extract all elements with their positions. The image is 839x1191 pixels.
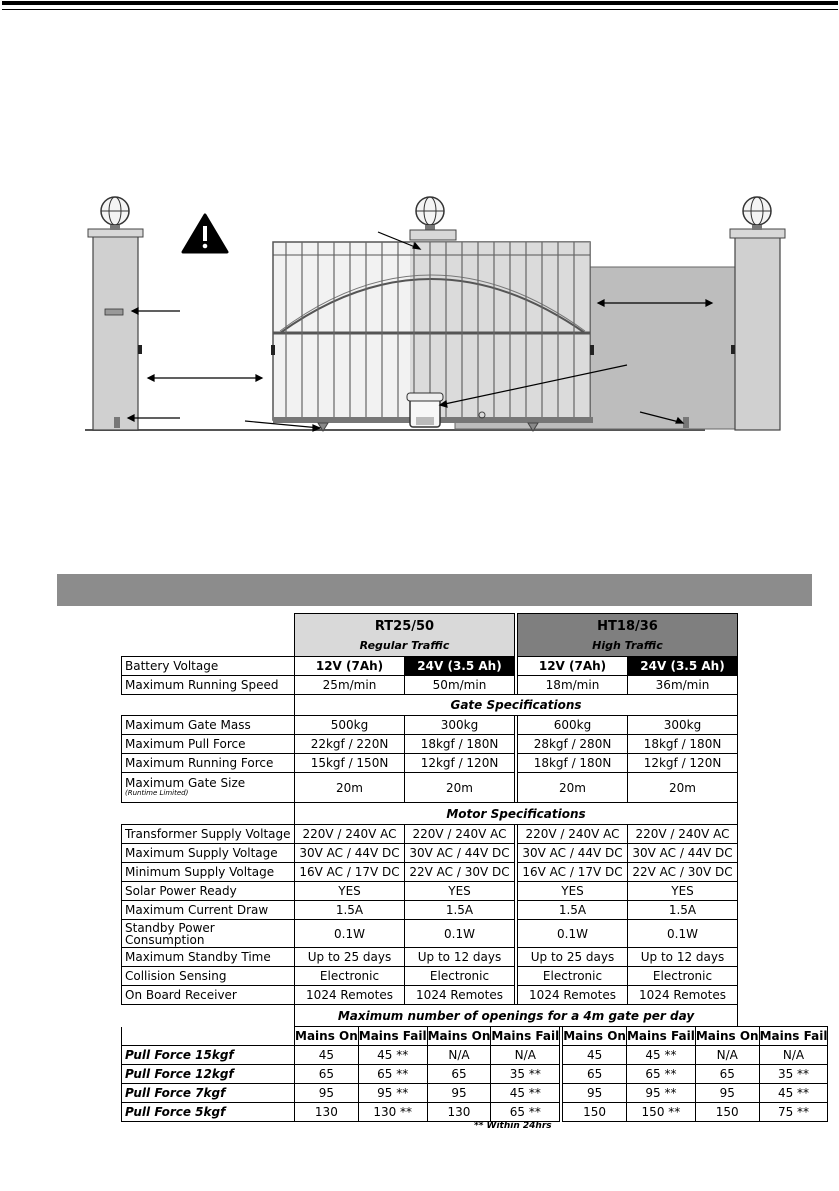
cell-value: 1.5A <box>628 901 738 920</box>
cell-value: 1024 Remotes <box>405 986 515 1005</box>
row-label: Solar Power Ready <box>122 882 295 901</box>
cell-value: 30V AC / 44V DC <box>405 844 515 863</box>
cell-value: 0.1W <box>518 920 628 948</box>
cell-value: 130 <box>295 1103 359 1122</box>
cell-value: YES <box>295 882 405 901</box>
cell-value: YES <box>628 882 738 901</box>
cell-value: 220V / 240V AC <box>518 825 628 844</box>
cell-value: 1.5A <box>405 901 515 920</box>
gate-stop-icon <box>114 417 120 428</box>
model-ht-header <box>518 614 738 657</box>
cell-value: 220V / 240V AC <box>295 825 405 844</box>
cell-value: 18kgf / 180N <box>518 754 628 773</box>
top-rule <box>0 0 839 14</box>
cell-value: 45 <box>295 1046 359 1065</box>
cell-value: 35 ** <box>759 1065 828 1084</box>
standby-power-row <box>122 920 738 948</box>
cell-value: 95 ** <box>626 1084 695 1103</box>
subheader: Mains On <box>295 1027 359 1046</box>
row-label: Maximum Running Speed <box>122 676 295 695</box>
cell-value: 500kg <box>295 716 405 735</box>
cell-value: 65 ** <box>358 1065 427 1084</box>
section-band <box>57 574 812 606</box>
top-rule-thin <box>2 9 838 10</box>
subheader: Mains Fail <box>491 1027 560 1046</box>
table-row <box>122 825 738 844</box>
runtime-note: (Runtime Limited) <box>125 789 189 797</box>
cell-value: Up to 12 days <box>628 948 738 967</box>
battery-row <box>122 657 738 676</box>
cell-value: 12kgf / 120N <box>405 754 515 773</box>
cell-value: 18kgf / 180N <box>405 735 515 754</box>
cell-value: 45 <box>563 1046 627 1065</box>
cell-value: 150 <box>563 1103 627 1122</box>
cell-value: 130 ** <box>358 1103 427 1122</box>
subheader: Mains Fail <box>626 1027 695 1046</box>
cell-value: 1024 Remotes <box>628 986 738 1005</box>
cell-value: N/A <box>759 1046 828 1065</box>
cell-value: 20m <box>295 773 405 803</box>
gate-motor-icon <box>407 393 443 427</box>
cell-value: 15kgf / 150N <box>295 754 405 773</box>
cell-value: 18kgf / 180N <box>628 735 738 754</box>
top-rule-thick <box>2 1 838 5</box>
footnote: ** Within 24hrs <box>474 1121 552 1131</box>
cell-value: 30V AC / 44V DC <box>628 844 738 863</box>
cell-value: YES <box>405 882 515 901</box>
row-label: Consumption <box>125 932 205 947</box>
openings-row <box>122 1046 828 1065</box>
cell-value: 95 ** <box>358 1084 427 1103</box>
table-row <box>122 901 738 920</box>
cell-value: 150 <box>695 1103 759 1122</box>
cell-value: N/A <box>491 1046 560 1065</box>
cell-value: 1.5A <box>518 901 628 920</box>
row-label: Pull Force 12kgf <box>122 1065 295 1084</box>
cell-value: 65 ** <box>626 1065 695 1084</box>
cell-value: 16V AC / 17V DC <box>295 863 405 882</box>
cell-value: 1.5A <box>295 901 405 920</box>
model-rt-header <box>295 614 515 657</box>
left-lamp-icon <box>101 197 129 230</box>
openings-table <box>121 1026 828 1122</box>
battery-value: 24V (3.5 Ah) <box>405 657 515 676</box>
cell-value: Up to 25 days <box>518 948 628 967</box>
cell-value: 12kgf / 120N <box>628 754 738 773</box>
row-label: Maximum Supply Voltage <box>122 844 295 863</box>
cell-value: 22V AC / 30V DC <box>405 863 515 882</box>
cell-value: 65 <box>427 1065 491 1084</box>
cell-value: 20m <box>628 773 738 803</box>
row-label: Maximum Gate Size <box>125 776 246 790</box>
cell-value: 36m/min <box>628 676 738 695</box>
cell-value: Electronic <box>518 967 628 986</box>
model-rt-traffic: Regular Traffic <box>359 639 450 652</box>
table-row <box>122 716 738 735</box>
cell-value: 65 <box>563 1065 627 1084</box>
row-label: Maximum Current Draw <box>122 901 295 920</box>
row-label: Maximum Standby Time <box>122 948 295 967</box>
table-row <box>122 844 738 863</box>
cell-value: N/A <box>427 1046 491 1065</box>
photocell-icon <box>105 309 123 315</box>
openings-title: Maximum number of openings for a 4m gate per day <box>295 1005 738 1027</box>
cell-value: 35 ** <box>491 1065 560 1084</box>
cell-value: N/A <box>695 1046 759 1065</box>
row-label: Pull Force 5kgf <box>122 1103 295 1122</box>
cell-value: 20m <box>518 773 628 803</box>
cell-value: 150 ** <box>626 1103 695 1122</box>
cell-value: 0.1W <box>405 920 515 948</box>
cell-value: 95 <box>295 1084 359 1103</box>
battery-value: 24V (3.5 Ah) <box>628 657 738 676</box>
cell-value: 18m/min <box>518 676 628 695</box>
cell-value: 1024 Remotes <box>295 986 405 1005</box>
openings-title-row <box>122 1005 738 1027</box>
cell-value: 30V AC / 44V DC <box>518 844 628 863</box>
row-label: Battery Voltage <box>122 657 295 676</box>
cell-value: 65 <box>295 1065 359 1084</box>
cell-value: 45 ** <box>491 1084 560 1103</box>
cell-value: 20m <box>405 773 515 803</box>
cell-value: 16V AC / 17V DC <box>518 863 628 882</box>
gate-specs-title-row <box>122 695 738 716</box>
subheader: Mains On <box>695 1027 759 1046</box>
table-row <box>122 948 738 967</box>
row-label: On Board Receiver <box>122 986 295 1005</box>
battery-value: 12V (7Ah) <box>518 657 628 676</box>
gate-installation-diagram <box>80 185 800 445</box>
row-label: Pull Force 7kgf <box>122 1084 295 1103</box>
cell-value: 30V AC / 44V DC <box>295 844 405 863</box>
cell-value: 95 <box>695 1084 759 1103</box>
cell-value: 22V AC / 30V DC <box>628 863 738 882</box>
cell-value: 300kg <box>405 716 515 735</box>
speed-row <box>122 676 738 695</box>
cell-value: 45 ** <box>626 1046 695 1065</box>
subheader: Mains On <box>427 1027 491 1046</box>
model-rt-name: RT25/50 <box>374 619 435 634</box>
cell-value: 45 ** <box>358 1046 427 1065</box>
openings-row <box>122 1065 828 1084</box>
cell-value: 95 <box>427 1084 491 1103</box>
cell-value: 220V / 240V AC <box>405 825 515 844</box>
cell-value: 1024 Remotes <box>518 986 628 1005</box>
right-lamp-icon <box>743 197 771 230</box>
cell-value: 75 ** <box>759 1103 828 1122</box>
model-header-row <box>122 614 738 657</box>
row-label: Maximum Gate Mass <box>122 716 295 735</box>
cell-value: 65 ** <box>491 1103 560 1122</box>
cell-value: 65 <box>695 1065 759 1084</box>
table-row <box>122 735 738 754</box>
specification-table <box>121 613 738 1027</box>
cell-value: Up to 25 days <box>295 948 405 967</box>
middle-lamp-icon <box>410 197 456 240</box>
cell-value: 28kgf / 280N <box>518 735 628 754</box>
cell-value: Electronic <box>628 967 738 986</box>
openings-subheader-row <box>122 1027 828 1046</box>
row-label: Transformer Supply Voltage <box>122 825 295 844</box>
subheader: Mains Fail <box>358 1027 427 1046</box>
openings-row <box>122 1084 828 1103</box>
cell-value: Up to 12 days <box>405 948 515 967</box>
openings-row <box>122 1103 828 1122</box>
row-label: Maximum Pull Force <box>122 735 295 754</box>
cell-value: 220V / 240V AC <box>628 825 738 844</box>
table-row <box>122 986 738 1005</box>
row-label: Minimum Supply Voltage <box>122 863 295 882</box>
cell-value: 22kgf / 220N <box>295 735 405 754</box>
cell-value: 0.1W <box>295 920 405 948</box>
model-ht-traffic: High Traffic <box>592 639 663 652</box>
cell-value: 25m/min <box>295 676 405 695</box>
cell-value: Electronic <box>295 967 405 986</box>
cell-value: 0.1W <box>628 920 738 948</box>
cell-value: 45 ** <box>759 1084 828 1103</box>
model-ht-name: HT18/36 <box>597 619 658 634</box>
row-label: Collision Sensing <box>122 967 295 986</box>
cell-value: 50m/min <box>405 676 515 695</box>
table-row <box>122 863 738 882</box>
cell-value: Electronic <box>405 967 515 986</box>
cell-value: 130 <box>427 1103 491 1122</box>
left-pillar <box>88 229 143 430</box>
gate-specs-title: Gate Specifications <box>295 695 738 716</box>
cell-value: 300kg <box>628 716 738 735</box>
row-label: Standby Power <box>125 920 215 935</box>
motor-specs-title: Motor Specifications <box>295 803 738 825</box>
row-label: Maximum Running Force <box>122 754 295 773</box>
cell-value: 95 <box>563 1084 627 1103</box>
battery-value: 12V (7Ah) <box>295 657 405 676</box>
subheader: Mains Fail <box>759 1027 828 1046</box>
table-row <box>122 967 738 986</box>
subheader: Mains On <box>563 1027 627 1046</box>
motor-specs-title-row <box>122 803 738 825</box>
warning-icon <box>183 215 227 252</box>
cell-value: 600kg <box>518 716 628 735</box>
table-row <box>122 882 738 901</box>
cell-value: YES <box>518 882 628 901</box>
row-label: Pull Force 15kgf <box>122 1046 295 1065</box>
table-row <box>122 754 738 773</box>
gate-size-row <box>122 773 738 803</box>
